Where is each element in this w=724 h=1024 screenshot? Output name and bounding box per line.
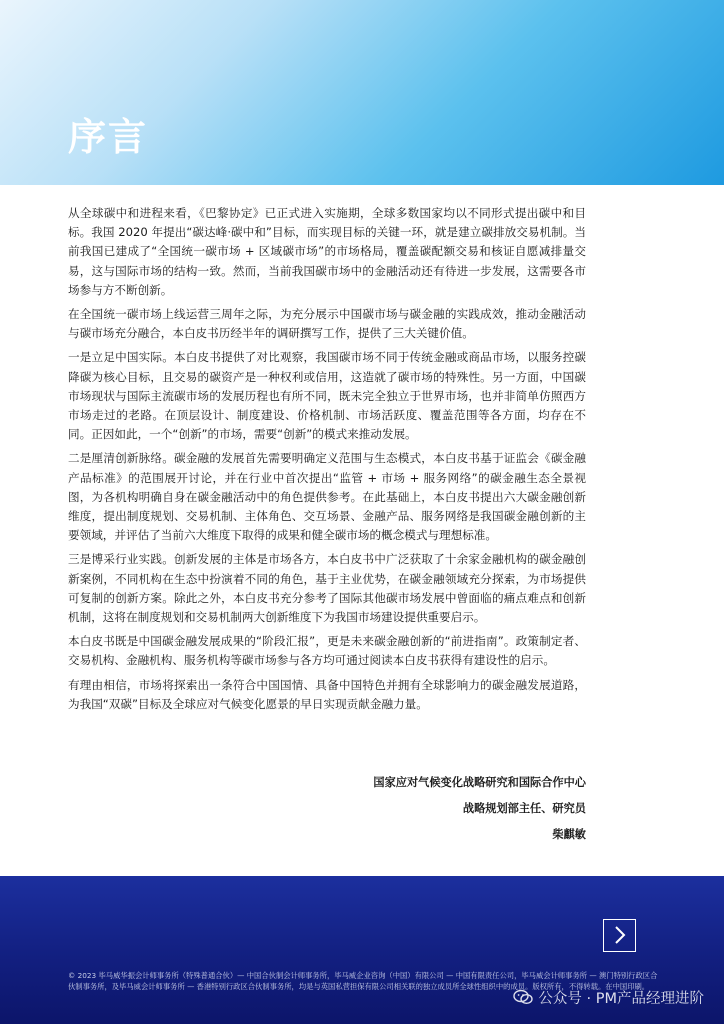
paragraph: 从全球碳中和进程来看，《巴黎协定》已正式进入实施期，全球多数国家均以不同形式提出碳中和目标。我国 2020 年提出“碳达峰·碳中和”目标，而实现目标的关键一环，就是建立碳排放交易机制。当前我国已建成了“全国统一碳市场 + 区域碳市场”的市场格局，覆盖碳配额交易和核证自愿减排量交易，这与国际市场的结构一致。然而，当前我国碳市场中的金融活动还有待进一步发展，这需要各市场参与方不断创新。 [68, 206, 586, 297]
watermark-text: 公众号 · PM产品经理进阶 [538, 990, 704, 1007]
wechat-watermark [513, 987, 704, 1007]
header-banner [0, 0, 724, 185]
paragraph: 二是厘清创新脉络。碳金融的发展首先需要明确定义范围与生态模式，本白皮书基于证监会《碳金融产品标准》的范围展开讨论，并在行业中首次提出“监管 + 市场 + 服务网络”的碳金融生态全景视图，为各机构明确自身在碳金融活动中的角色提供参考。在此基础上，本白皮书提出六大碳金融创新维度，提出制度规划、交易机制、主体角色、交互场景、金融产品、服务网络是我国碳金融创新的主要领域，并评估了当前六大维度下取得的成果和健全碳市场的概念模式与理想标准。 [68, 451, 586, 543]
page-title: 序言 [68, 115, 149, 159]
paragraph: 本白皮书既是中国碳金融发展成果的“阶段汇报”，更是未来碳金融创新的“前进指南”。政策制定者、交易机构、金融机构、服务机构等碳市场参与各方均可通过阅读本白皮书获得有建设性的启示。 [68, 634, 586, 668]
paragraph: 三是博采行业实践。创新发展的主体是市场各方，本白皮书中广泛获取了十余家金融机构的碳金融创新案例，不同机构在生态中扮演着不同的角色，基于主业优势，在碳金融领域充分探索，为市场提供可复制的创新方案。除此之外，本白皮书充分参考了国际其他碳市场发展中曾面临的痛点难点和创新机制，这将在制度规划和交易机制两大创新维度下为我国市场建设提供重要启示。 [68, 552, 586, 625]
paragraph: 有理由相信，市场将探索出一条符合中国国情、具备中国特色并拥有全球影响力的碳金融发展道路，为我国“双碳”目标及全球应对气候变化愿景的早日实现贡献金融力量。 [68, 677, 586, 711]
next-page-button[interactable] [603, 919, 636, 952]
chevron-right-icon [610, 925, 630, 945]
preface-body [68, 204, 586, 719]
footer-band [0, 876, 724, 1024]
signature-block [373, 770, 586, 848]
signature-name: 柴麒敏 [552, 828, 586, 841]
paragraph: 在全国统一碳市场上线运营三周年之际，为充分展示中国碳市场与碳金融的实践成效，推动金融活动与碳市场充分融合，本白皮书历经半年的调研撰写工作，提供了三大关键价值。 [68, 307, 586, 341]
signature-organization: 国家应对气候变化战略研究和国际合作中心 [373, 776, 586, 789]
paragraph: 一是立足中国实际。本白皮书提供了对比观察，我国碳市场不同于传统金融或商品市场，以服务控碳降碳为核心目标，且交易的碳资产是一种权利或信用，这造就了碳市场的特殊性。另一方面，中国碳市场现状与国际主流碳市场的发展历程也有所不同，既未完全独立于世界市场，也并非简单仿照西方市场走过的老路。在顶层设计、制度建设、价格机制、市场活跃度、覆盖范围等各方面，均存在不同。正因如此，一个“创新”的市场，需要“创新”的模式来推动发展。 [68, 350, 586, 442]
signature-position: 战略规划部主任、研究员 [462, 802, 586, 815]
wechat-icon [513, 989, 533, 1005]
legal-notice: © 2023 毕马威华振会计师事务所（特殊普通合伙）— 中国合伙制会计师事务所，毕马威企业咨询（中国）有限公司 — 中国有限责任公司，毕马威会计师事务所 — 澳门特别行政区合伙制事务所，及毕马威会计师事务所 — 香港特别行政区合伙制事务所，均是与英国私营担保有限公司相关联的独立成员所全球性组织中的成员。版权所有，不得转载。在中国印刷。 [68, 971, 658, 991]
